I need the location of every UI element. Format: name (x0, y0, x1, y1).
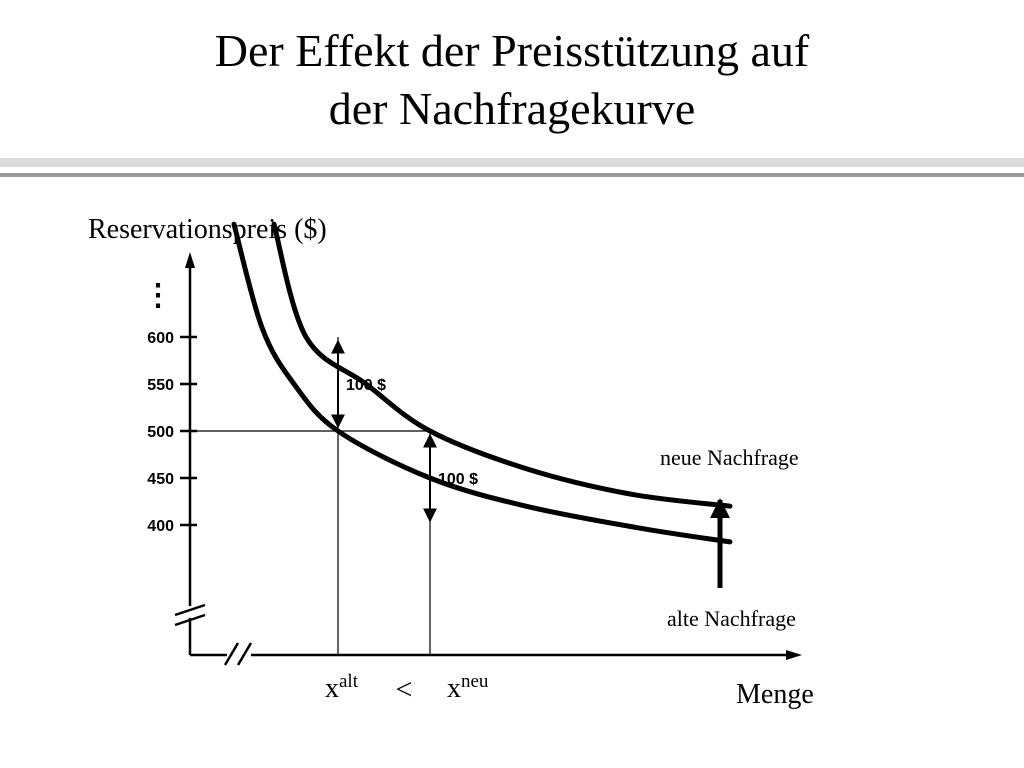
y-axis-ellipsis: ⋮ (143, 279, 173, 312)
slide-title-line-2: der Nachfragekurve (328, 83, 696, 134)
x-axis-break (225, 643, 251, 665)
x-axis-arrowhead (786, 650, 802, 660)
label-alte-nachfrage: alte Nachfrage (667, 606, 796, 631)
comparison-sign: < (395, 673, 413, 706)
y-tick-label-450: 450 (147, 471, 174, 488)
y-tick-label-400: 400 (147, 518, 174, 535)
y-axis-label: Reservationspreis ($) (88, 214, 327, 245)
x-neu-sup: neu (461, 671, 489, 692)
y-tick-label-600: 600 (147, 330, 174, 347)
x-axis-label: Menge (736, 679, 814, 710)
x-neu-base: x (447, 673, 461, 704)
y-tick-label-550: 550 (147, 377, 174, 394)
shift-label-2: 100 $ (438, 471, 479, 488)
demand-curve-alte (234, 224, 730, 542)
y-tick-label-500: 500 (147, 424, 174, 441)
x-alt-sup: alt (339, 671, 358, 692)
x-neu-label (447, 671, 489, 704)
shift-label-1: 100 $ (346, 377, 387, 394)
x-alt-label (325, 671, 359, 704)
y-axis-arrowhead (185, 252, 195, 268)
slide-title-line-1: Der Effekt der Preisstützung auf (214, 25, 810, 76)
label-neue-nachfrage: neue Nachfrage (660, 445, 799, 470)
x-alt-base: x (325, 673, 339, 704)
